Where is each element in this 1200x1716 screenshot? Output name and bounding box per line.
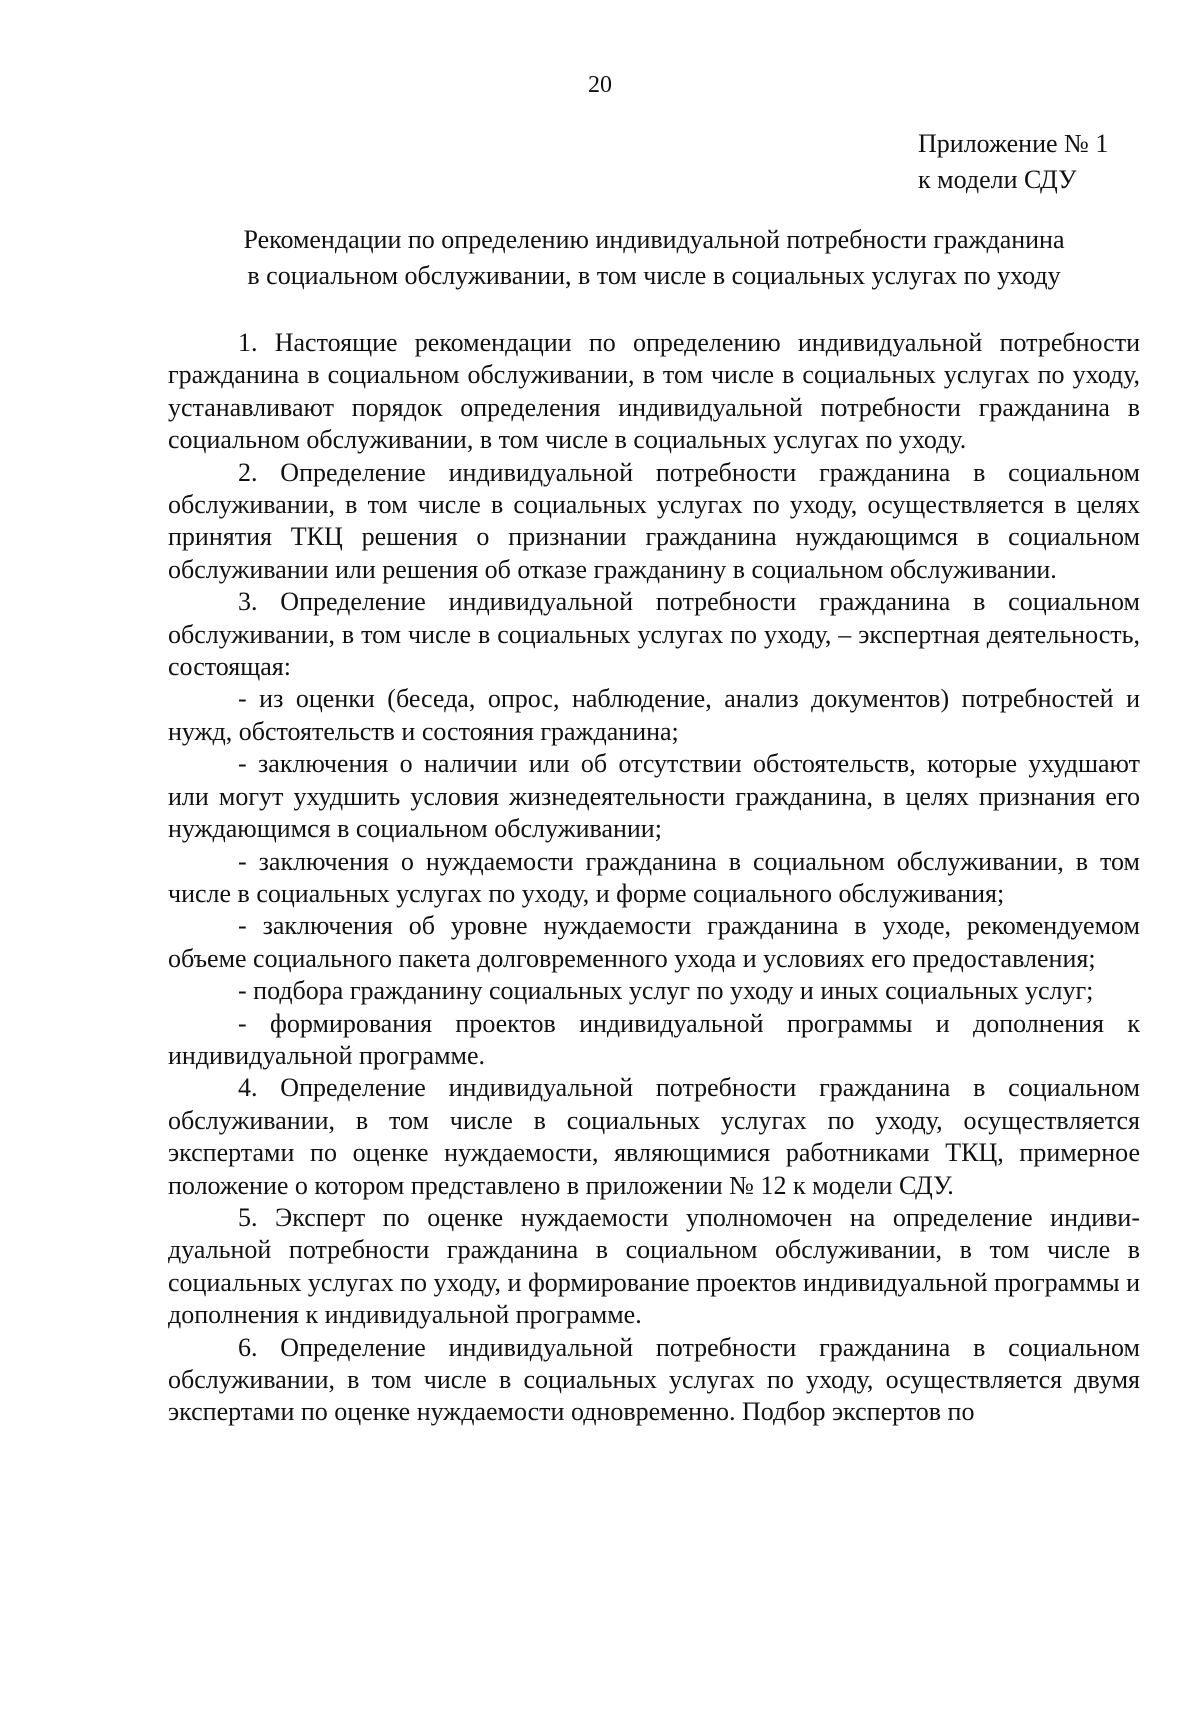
list-item-assessment: - из оценки (беседа, опрос, наблюдение, анализ документов) потребностей и нужд, обстоятельств и состояния гражданина; [168, 684, 1140, 746]
list-item-need-conclusion: - заключения о нуждаемости гражданина в социальном обслуживании, в том числе в социальных услугах по уходу, и форме социального обслуживания; [168, 846, 1140, 908]
paragraph-1: 1. Настоящие рекомендации по определению индивидуальной потребности гражданина в социальном обслуживании, в том числе в социальных услугах по уходу, устанавливают порядок определения индивидуальной потребности гражданина в социальном обслуживании, в том числе в социальных услугах по уходу. [168, 328, 1140, 455]
document-title [168, 222, 1140, 294]
paragraph-4: 4. Определение индивидуальной потребности гражданина в социальном обслуживании, в том числе в социальных услугах по уходу, осуществляется экспертами по оценке нуждаемости, являющимися работниками ТКЦ, примерное положение о котором представлено в приложении № 12 к модели СДУ. [168, 1073, 1140, 1200]
paragraph-3: 3. Определение индивидуальной потребности гражданина в социальном обслуживании, в том числе в социальных услугах по уходу, – экспертная деятельность, состоящая: [168, 587, 1140, 682]
page-number: 20 [588, 72, 612, 98]
list-item-circumstances-conclusion: - заключения о наличии или об отсутствии обстоятельств, которые ухудшают или могут ухудшить условия жизнедеятельности гражданина, в целях признания его нуждающимся в социальном обслуживании; [168, 749, 1140, 844]
list-item-program-drafts: - формирования проектов индивидуальной программы и дополнения к индивидуальной программе. [168, 1008, 1140, 1070]
list-item-services-selection: - подбора гражданину социальных услуг по уходу и иных социальных услуг; [238, 976, 1094, 1006]
appendix-line-2: к модели СДУ [918, 165, 1077, 194]
document-body [168, 327, 1140, 1429]
paragraph-5: 5. Эксперт по оценке нуждаемости уполномочен на определение индивидуальной потребности гражданина в социальном обслуживании, в том числе в социальных услугах по уходу, и формирование проектов индивидуальной программы и дополнения к индивидуальной программе. [168, 1202, 1140, 1330]
list-item-care-level-conclusion: - заключения об уровне нуждаемости гражданина в уходе, рекомендуемом объеме социального пакета долговременного ухода и условиях его предоставления; [168, 911, 1140, 973]
paragraph-6: 6. Определение индивидуальной потребности гражданина в социальном обслуживании, в том числе в социальных услугах по уходу, осуществляется двумя экспертами по оценке нуждаемости одновременно. Подбор экспертов по [168, 1332, 1140, 1427]
paragraph-2: 2. Определение индивидуальной потребности гражданина в социальном обслуживании, в том числе в социальных услугах по уходу, осуществляется в целях принятия ТКЦ решения о признании гражданина нуждающимся в социальном обслуживании или решения об отказе гражданину в социальном обслуживании. [168, 457, 1140, 584]
title-line-2: в социальном обслуживании, в том числе в социальных услугах по уходу [247, 261, 1061, 290]
appendix-reference [918, 126, 1188, 198]
title-line-1: Рекомендации по определению индивидуальной потребности гражданина [243, 225, 1065, 254]
appendix-line-1: Приложение № 1 [918, 129, 1109, 158]
